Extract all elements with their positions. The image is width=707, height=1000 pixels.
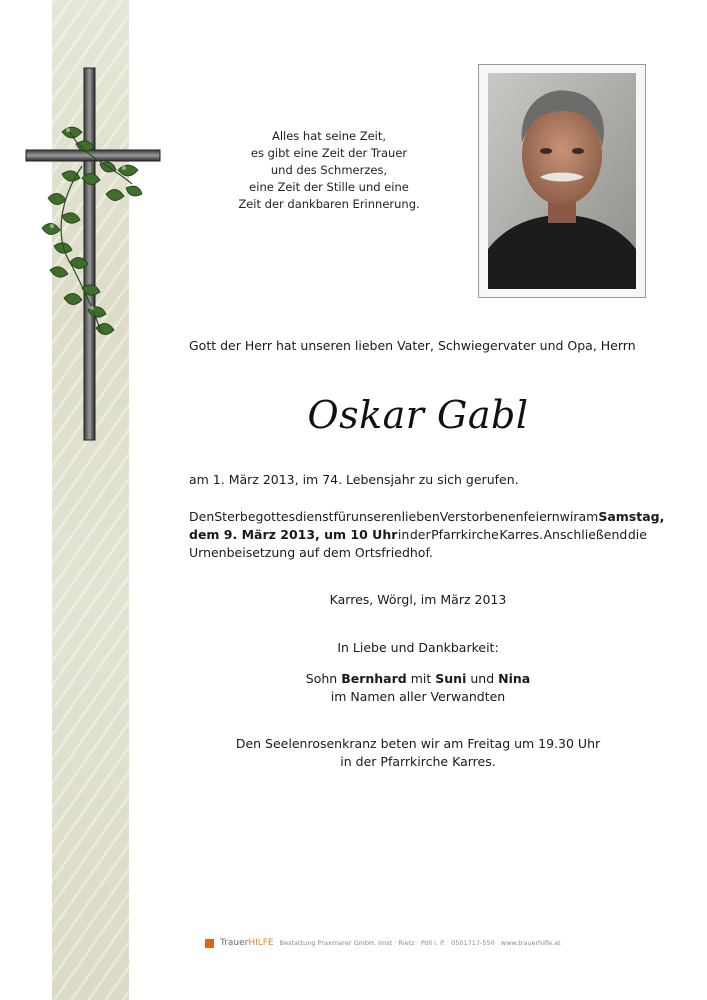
service-line <box>189 526 647 544</box>
death-notice: am 1. März 2013, im 74. Lebensjahr zu sich gerufen. <box>189 472 519 487</box>
intro-text: Gott der Herr hat unseren lieben Vater, Schwiegervater und Opa, Herrn <box>189 338 636 353</box>
place-date: Karres, Wörgl, im März 2013 <box>329 592 507 607</box>
service-line <box>189 508 665 526</box>
service-word: Sterbegottesdienst <box>214 509 334 524</box>
service-word: Verstorbenen <box>439 509 524 524</box>
closing-phrase: In Liebe und Dankbarkeit: <box>337 640 499 655</box>
service-info <box>189 508 665 562</box>
service-word: der <box>409 527 431 542</box>
mourners-line: im Namen aller Verwandten <box>330 689 506 704</box>
service-word: feiern <box>523 509 560 524</box>
footer-logo <box>220 938 274 948</box>
service-day: Samstag, <box>598 509 665 524</box>
spouse-name: Suni <box>435 671 467 686</box>
service-date-time: dem 9. März 2013, um 10 Uhr <box>189 527 398 542</box>
with-word: mit <box>410 671 432 686</box>
quote-line: eine Zeit der Stille und eine <box>249 180 409 194</box>
cross-with-ivy-icon <box>22 66 164 446</box>
rosary-line: Den Seelenrosenkranz beten wir am Freitag um 19.30 Uhr <box>235 736 601 751</box>
rosary-info <box>189 735 647 771</box>
footer-phone: 0501717-550 <box>451 939 495 947</box>
service-word: Anschließend <box>543 527 628 542</box>
portrait-frame <box>478 64 646 298</box>
service-word: lieben <box>401 509 440 524</box>
consolation-quote <box>200 128 458 213</box>
son-prefix: Sohn <box>305 671 338 686</box>
service-word: am <box>578 509 599 524</box>
service-word: in <box>397 527 410 542</box>
child-name: Nina <box>498 671 531 686</box>
service-word: für <box>333 509 352 524</box>
portrait-photo <box>488 73 636 289</box>
logo-part: Trauer <box>220 938 249 948</box>
footer-web: www.trauerhilfe.at <box>500 939 561 947</box>
deceased-name: Oskar Gabl <box>307 393 529 437</box>
footer <box>205 938 561 948</box>
logo-part: HILFE <box>248 938 274 948</box>
service-word: wir <box>559 509 579 524</box>
quote-line: Alles hat seine Zeit, <box>271 129 387 143</box>
trauerhilfe-logo-icon <box>205 939 214 948</box>
service-word: die <box>627 527 647 542</box>
quote-line: es gibt eine Zeit der Trauer <box>250 146 408 160</box>
quote-line: Zeit der dankbaren Erinnerung. <box>238 197 420 211</box>
mourners-line <box>189 670 647 688</box>
and-word: und <box>470 671 495 686</box>
service-word: Den <box>189 509 215 524</box>
service-word: unseren <box>351 509 402 524</box>
son-name: Bernhard <box>341 671 407 686</box>
service-word: Pfarrkirche <box>431 527 499 542</box>
rosary-line: in der Pfarrkirche Karres. <box>340 754 496 769</box>
service-word: Karres. <box>499 527 543 542</box>
footer-company: Bestattung Praxmarer GmbH, Imst · Rietz · Pöll i. P. <box>279 939 446 947</box>
service-line: Urnenbeisetzung auf dem Ortsfriedhof. <box>189 545 433 560</box>
quote-line: und des Schmerzes, <box>270 163 388 177</box>
mourners <box>189 670 647 706</box>
